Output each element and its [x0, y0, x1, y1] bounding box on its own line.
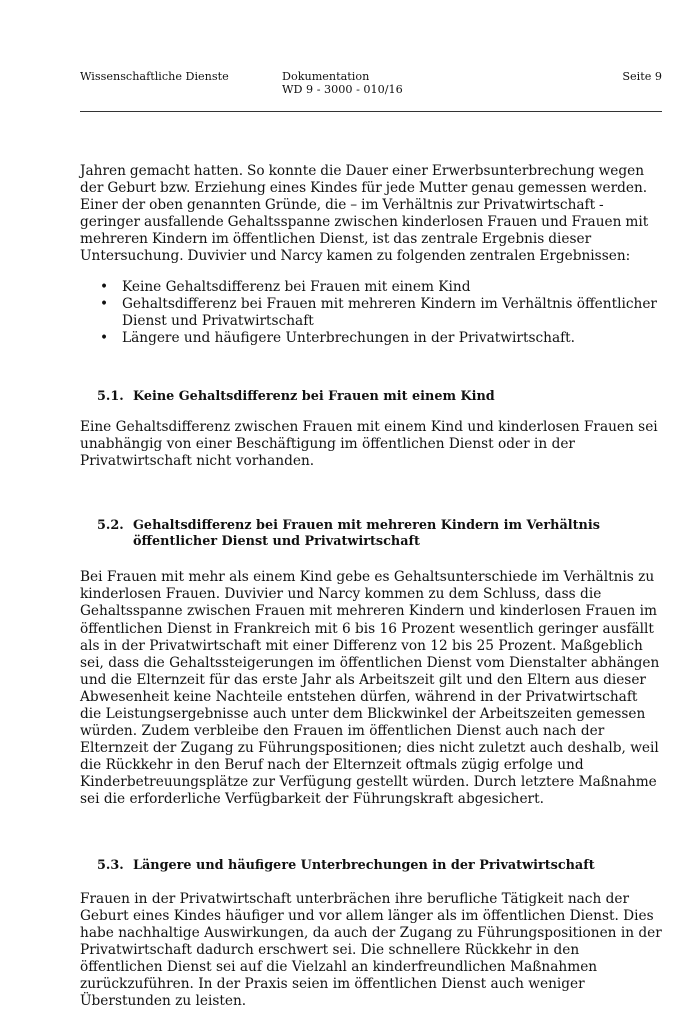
list-item	[100, 295, 662, 330]
list-item-text: Keine Gehaltsdifferenz bei Frauen mit einem Kind	[122, 278, 471, 295]
section-5-3-paragraph: Frauen in der Privatwirtschaft unterbrächen ihre berufliche Tätigkeit nach der Geburt eines Kindes häufiger und vor allem länger als im öffentlichen Dienst. Dies habe nachhaltige Auswirkungen, da auch der Zugang zu Führungspositionen in der Privatwirtschaft dadurch erschwert sei. Die schnellere Rückkehr in den öffentlichen Dienst sei auf die Vielzahl an kinderfreundlichen Maßnahmen zurückzuführen. In der Praxis seien im öffentlichen Dienst auch weniger Überstunden zu leisten.	[80, 890, 662, 1010]
header-divider	[80, 111, 662, 112]
header-institution: Wissenschaftliche Dienste	[80, 70, 229, 83]
section-heading-5-3	[80, 858, 662, 874]
section-5-1-paragraph: Eine Gehaltsdifferenz zwischen Frauen mit einem Kind und kinderlosen Frauen sei unabhängig von einer Beschäftigung im öffentlichen Dienst oder in der Privatwirtschaft nicht vorhanden.	[80, 418, 658, 470]
list-item-text: Längere und häufigere Unterbrechungen in der Privatwirtschaft.	[122, 329, 576, 346]
intro-paragraph: Jahren gemacht hatten. So konnte die Dauer einer Erwerbsunterbrechung wegen der Geburt bzw. Erziehung eines Kindes für jede Mutter genau gemessen werden. Einer der oben genannten Gründe, die – im Verhältnis zur Privatwirtschaft - geringer ausfallende Gehaltsspanne zwischen kinderlosen Frauen und Frauen mit mehreren Kindern im öffentlichen Dienst, ist das zentrale Ergebnis dieser Untersuchung. Duvivier und Narcy kamen zu folgenden zentralen Ergebnissen:	[80, 163, 649, 265]
header-doc-number: WD 9 - 3000 - 010/16	[282, 83, 403, 96]
section-title: Längere und häufigere Unterbrechungen in der Privatwirtschaft	[133, 857, 595, 873]
bullet-icon: •	[100, 295, 109, 312]
header-page-number: Seite 9	[622, 70, 662, 83]
section-5-2-paragraph: Bei Frauen mit mehr als einem Kind gebe es Gehaltsunterschiede im Verhältnis zu kinderlosen Frauen. Duvivier und Narcy kommen zu dem Schluss, dass die Gehaltsspanne zwischen Frauen mit mehreren Kindern und kinderlosen Frauen im öffentlichen Dienst in Frankreich mit 6 bis 16 Prozent wesentlich geringer ausfällt als in der Privatwirtschaft mit einer Differenz von 12 bis 25 Prozent. Maßgeblich sei, dass die Gehaltssteigerungen im öffentlichen Dienst vom Dienstalter abhängen und die Elternzeit für das erste Jahr als Arbeitszeit gilt und den Eltern aus dieser Abwesenheit keine Nachteile entstehen dürfen, während in der Privatwirtschaft die Leistungsergebnisse auch unter dem Blickwinkel der Arbeitszeiten gemessen würden. Zudem verbleibe den Frauen im öffentlichen Dienst auch nach der Elternzeit der Zugang zu Führungspositionen; dies nicht zuletzt auch deshalb, weil die Rückkehr in den Beruf nach der Elternzeit oftmals zügig erfolge und Kinderbetreuungsplätze zur Verfügung gestellt würden. Durch letztere Maßnahme sei die erforderliche Verfügbarkeit der Führungskraft abgesichert.	[80, 569, 660, 808]
section-heading-5-1	[80, 389, 662, 405]
section-heading-5-2	[80, 518, 662, 550]
list-item-text: Gehaltsdifferenz bei Frauen mit mehreren Kindern im Verhältnis öffentlicher Dienst und Privatwirtschaft	[122, 295, 657, 329]
page-header	[80, 70, 662, 110]
bullet-icon: •	[100, 278, 109, 295]
section-number: 5.3.	[97, 857, 124, 873]
section-number: 5.1.	[97, 388, 124, 404]
section-number: 5.2.	[97, 518, 124, 534]
list-item	[100, 329, 662, 347]
document-body	[80, 163, 662, 1010]
section-title: Keine Gehaltsdifferenz bei Frauen mit einem Kind	[133, 388, 495, 404]
list-item	[100, 278, 662, 296]
header-doc-label: Dokumentation	[282, 70, 370, 83]
bullet-icon: •	[100, 329, 109, 346]
section-title: Gehaltsdifferenz bei Frauen mit mehreren Kindern im Verhältnis öffentlicher Dienst und Privatwirtschaft	[133, 518, 600, 550]
results-list	[80, 279, 662, 347]
header-document-info	[282, 70, 403, 96]
